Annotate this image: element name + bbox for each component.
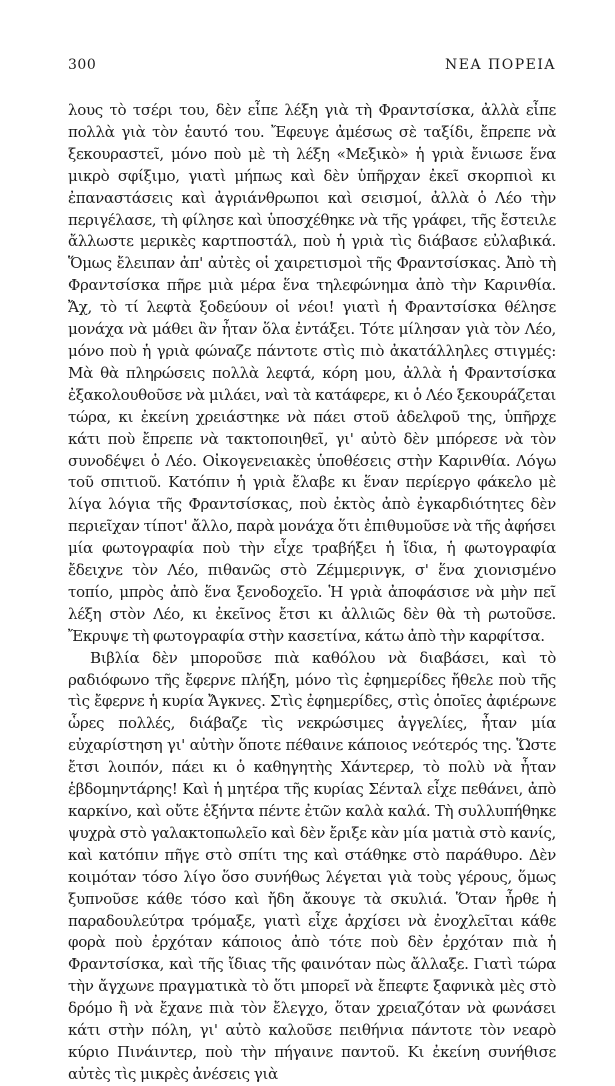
paragraph: Βιβλία δὲν μποροῦσε πιὰ καθόλου νὰ διαβάσει, καὶ τὸ ραδιόφωνο τῆς ἔφερνε πλήξη, μόνο τὶς ἐφημερίδες ἤθελε ποὺ τῆς τὶς ἔφερνε ἡ κυρία Ἄγκνες. Στὶς ἐφημερίδες, στὶς ὁποῖες ἀφιέρωνε ὧρες πολλές, διάβαζε τὶς νεκρώσιμες ἀγγελίες, ἦταν μία εὐχαρίστηση γι' αὐτὴν ὅποτε πέθαινε κάποιος νεότερός της. Ὥστε ἔτσι λοιπόν, πάει κι ὁ καθηγητὴς Χάντερερ, τὸ πολὺ νὰ ἦταν ἑβδομηντάρης! Καὶ ἡ μητέρα τῆς κυρίας Σένταλ εἶχε πεθάνει, ἀπὸ καρκίνο, καὶ οὔτε ἑξήντα πέντε ἐτῶν καλὰ καλά. Τὴ συλλυπήθηκε ψυχρὰ στὸ γαλακτοπωλεῖο καὶ δὲν ἔριξε κὰν μία ματιὰ στὸ κανίς, καὶ κατόπιν πῆγε στὸ σπίτι της καὶ στάθηκε στὸ παράθυρο. Δὲν κοιμόταν τόσο λίγο ὅσο συνήθως λέγεται γιὰ τοὺς γέρους, ὅμως ξυπνοῦσε κάθε τόσο καὶ ἤδη ἄκουγε τὰ σκυλιά. Ὅταν ἦρθε ἡ παραδουλεύτρα τρόμαξε, γιατὶ εἶχε ἀρχίσει νὰ ἐνοχλεῖται κάθε φορὰ ποὺ ἐρχόταν κάποιος ἀπὸ τότε ποὺ δὲν ἐρχόταν πιὰ ἡ Φραντσίσκα, καὶ τῆς ἴδιας τῆς φαινόταν πὼς ἄλλαξε. Γιατὶ τώρα τὴν ἄγχωνε πραγματικὰ τὸ ὅτι μπορεῖ νὰ ἔπεφτε ξαφνικὰ μὲς στὸ δρόμο ἢ νὰ ἔχανε πιὰ τὸν ἔλεγχο, ὅταν χρειαζόταν νὰ φωνάσει κάτι στὴν πόλη, γι' αὐτὸ καλοῦσε πειθήνια πάντοτε τὸν νεαρὸ κύριο Πινάιντερ, ποὺ τὴν πήγαινε παντοῦ. Κι ἐκείνη συνήθισε αὐτὲς τὶς μικρὲς ἀνέσεις γιὰ: [68, 648, 556, 1083]
running-head-title: ΝΕΑ ΠΟΡΕΙΑ: [445, 57, 556, 73]
body-text: [68, 100, 556, 1086]
paragraph-continued: λους τὸ τσέρι του, δὲν εἶπε λέξη γιὰ τὴ Φραντσίσκα, ἀλλὰ εἶπε πολλὰ γιὰ τὸν ἑαυτό του. Ἔφευγε ἀμέσως σὲ ταξίδι, ἔπρεπε νὰ ξεκουραστεῖ, μόνο ποὺ μὲ τὴ λέξη «Μεξικὸ» ἡ γριὰ ἔνιωσε ἕνα μικρὸ σφίξιμο, γιατὶ μήπως καὶ δὲν ὑπῆρχαν ἐκεῖ σκορπιοὶ κι ἐπαναστάσεις καὶ ἀγριάνθρωποι καὶ σεισμοί, ἀλλὰ ὁ Λέο τὴν περιγέλασε, τὴ φίλησε καὶ ὑποσχέθηκε νὰ τῆς γράφει, τῆς ἔστειλε ἄλλωστε μερικὲς καρτποστάλ, ποὺ ἡ γριὰ τὶς διάβασε εὐλαβικά. Ὅμως ἔλειπαν ἀπ' αὐτὲς οἱ χαιρετισμοὶ τῆς Φραντσίσκας. Ἀπὸ τὴ Φραντσίσκα πῆρε μιὰ μέρα ἕνα τηλεφώνημα ἀπὸ τὴν Καρινθία. Ἄχ, τὸ τί λεφτὰ ξοδεύουν οἱ νέοι! γιατὶ ἡ Φραντσίσκα θέλησε μονάχα νὰ μάθει ἂν ἦταν ὅλα ἐντάξει. Τότε μίλησαν γιὰ τὸν Λέο, μόνο ποὺ ἡ γριὰ φώναζε πάντοτε στὶς πιὸ ἀκατάλληλες στιγμές: Μὰ θὰ πληρώσεις πολλὰ λεφτά, κόρη μου, ἀλλὰ ἡ Φραντσίσκα ἐξακολουθοῦσε νὰ μιλάει, ναὶ τὰ κατάφερε, κι ὁ Λέο ξεκουράζεται τώρα, κι ἐκείνη χρειάστηκε νὰ πάει στοῦ ἀδελφοῦ της, ὑπῆρχε κάτι ποὺ ἔπρεπε νὰ τακτοποιηθεῖ, γι' αὐτὸ δὲν μπόρεσε νὰ τὸν συνοδέψει ὁ Λέο. Οἰκογενειακὲς ὑποθέσεις στὴν Καρινθία. Λόγω τοῦ σπιτιοῦ. Κατόπιν ἡ γριὰ ἔλαβε κι ἕναν περίεργο φάκελο μὲ λίγα λόγια τῆς Φραντσίσκας, ποὺ ἐκτὸς ἀπὸ ἐγκαρδιότητες δὲν περιεῖχαν τίποτ' ἄλλο, παρὰ μονάχα ὅτι ἐπιθυμοῦσε νὰ τῆς ἀφήσει μία φωτογραφία ποὺ τὴν εἶχε τραβήξει ἡ ἴδια, ἡ φωτογραφία ἔδειχνε τὸν Λέο, πιθανῶς στὸ Ζέμμερινγκ, σ' ἕνα χιονισμένο τοπίο, μπρὸς ἀπὸ ἕνα ξενοδοχεῖο. Ἡ γριὰ ἀποφάσισε νὰ μὴν πεῖ λέξη στὸν Λέο, κι ἐκεῖνος ἔτσι κι ἀλλιῶς δὲν θὰ τὴ ρωτοῦσε. Ἔκρυψε τὴ φωτογραφία στὴν κασετίνα, κάτω ἀπὸ τὴν καρφίτσα.: [68, 101, 556, 645]
page-number: 300: [68, 57, 97, 73]
